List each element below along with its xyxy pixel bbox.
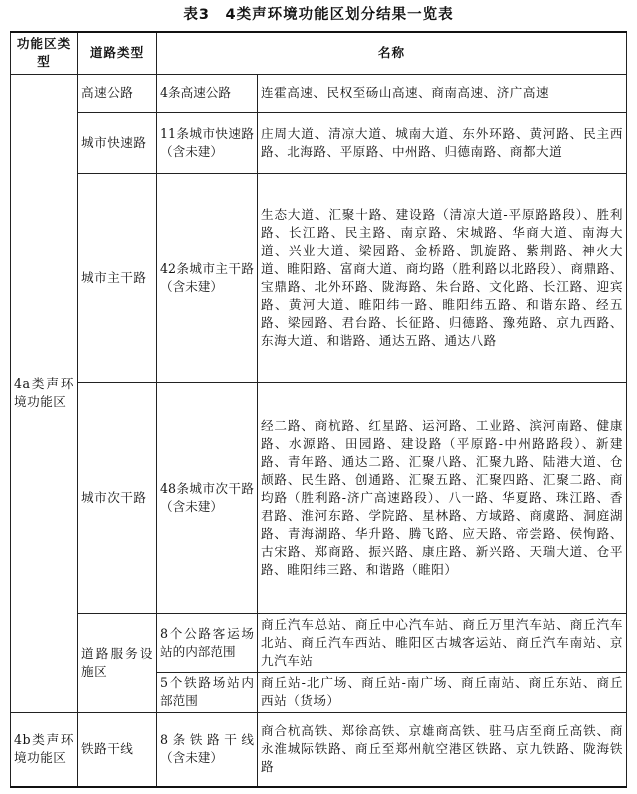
road-type-cell: 高速公路 (78, 74, 157, 112)
table-row (11, 382, 627, 613)
names-cell: 商丘站-北广场、商丘站-南广场、商丘南站、商丘东站、商丘西站（货场） (258, 672, 627, 712)
names-cell: 经二路、商杭路、红星路、运河路、工业路、滨河南路、健康路、水源路、田园路、建设路（平原路-中州路路段）、新建路、青年路、通达二路、汇聚八路、汇聚九路、陆港大道、仓颉路、民生路、创通路、汇聚五路、汇聚四路、汇聚二路、商均路（胜利路-济广高速路段）、八一路、华夏路、珠江路、香君路、淮河东路、学院路、星林路、方域路、商虞路、洞庭湖路、青海湖路、华升路、腾飞路、应天路、帝尝路、侯恂路、古宋路、郑商路、振兴路、康庄路、新兴路、天瑞大道、仓平路、睢阳纬三路、和谐路（睢阳） (258, 382, 627, 613)
table-row (11, 173, 627, 382)
count-cell: 42条城市主干路（含未建） (157, 173, 258, 382)
count-cell: 8个公路客运场站的内部范围 (157, 613, 258, 672)
zone-4b-cell: 4b类声环境功能区 (11, 712, 78, 787)
header-name: 名称 (157, 32, 627, 74)
names-cell: 连霍高速、民权至砀山高速、商南高速、济广高速 (258, 74, 627, 112)
road-type-cell: 城市快速路 (78, 112, 157, 173)
names-cell: 商合杭高铁、郑徐高铁、京雄商高铁、驻马店至商丘高铁、商永淮城际铁路、商丘至郑州航空港区铁路、京九铁路、陇海铁路 (258, 712, 627, 787)
count-cell: 8条铁路干线（含未建） (157, 712, 258, 787)
count-cell: 11条城市快速路（含未建） (157, 112, 258, 173)
zone-4a-cell: 4a类声环境功能区 (11, 74, 78, 712)
zoning-table (10, 31, 627, 788)
table-row (11, 613, 627, 672)
header-road-type: 道路类型 (78, 32, 157, 74)
count-cell: 5个铁路场站内部范围 (157, 672, 258, 712)
road-type-cell: 城市次干路 (78, 382, 157, 613)
names-cell: 庄周大道、清凉大道、城南大道、东外环路、黄河路、民主西路、北海路、平原路、中州路、归德南路、商都大道 (258, 112, 627, 173)
header-row (11, 32, 627, 74)
names-cell: 商丘汽车总站、商丘中心汽车站、商丘万里汽车站、商丘汽车北站、商丘汽车西站、睢阳区古城客运站、商丘汽车南站、京九汽车站 (258, 613, 627, 672)
road-type-cell: 铁路干线 (78, 712, 157, 787)
table-row (11, 712, 627, 787)
road-type-cell: 城市主干路 (78, 173, 157, 382)
table-title: 表3 4类声环境功能区划分结果一览表 (183, 7, 454, 23)
count-cell: 4条高速公路 (157, 74, 258, 112)
header-zone-type: 功能区类型 (11, 32, 78, 74)
table-row (11, 74, 627, 112)
names-cell: 生态大道、汇聚十路、建设路（清凉大道-平原路路段）、胜利路、长江路、民主路、南京路、宋城路、华商大道、南海大道、兴业大道、梁园路、金桥路、凯旋路、紫荆路、神火大道、睢阳路、富商大道、商均路（胜利路以北路段）、商鼎路、宝鼎路、北外环路、陇海路、朱台路、文化路、长江路、迎宾路、黄河大道、睢阳纬一路、睢阳纬五路、和谐东路、经五路、梁园路、君台路、长征路、归德路、豫苑路、京九西路、东海大道、和谐路、通达五路、通达八路 (258, 173, 627, 382)
table-row (11, 112, 627, 173)
road-type-cell: 道路服务设施区 (78, 613, 157, 712)
count-cell: 48条城市次干路（含未建） (157, 382, 258, 613)
